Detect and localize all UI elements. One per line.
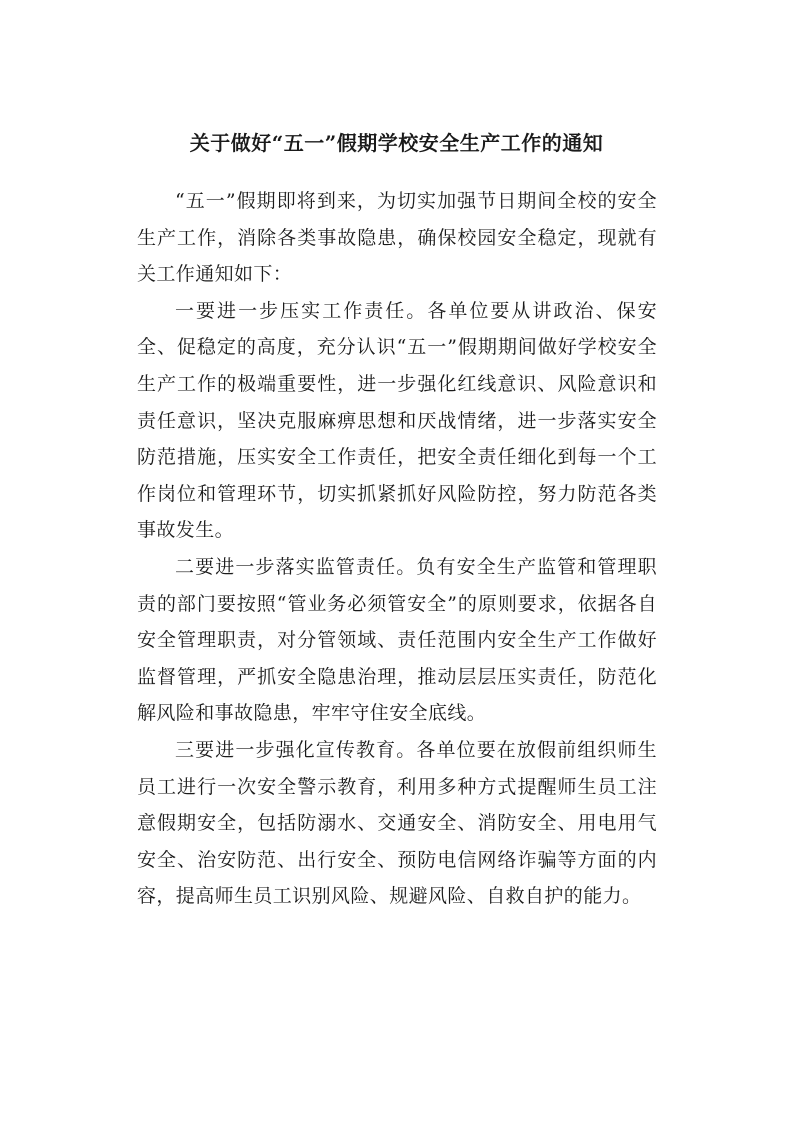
document-body bbox=[137, 183, 657, 915]
document-title: 关于做好“五一”假期学校安全生产工作的通知 bbox=[189, 131, 604, 155]
paragraph-supervision-responsibility: 二要进一步落实监管责任。负有安全生产监管和管理职责的部门要按照“管业务必须管安全”的原则要求，依据各自安全管理职责，对分管领域、责任范围内安全生产工作做好监督管理，严抓安全隐患治理，推动层层压实责任，防范化解风险和事故隐患，牢牢守住安全底线。 bbox=[137, 555, 657, 725]
paragraph-intro: “五一”假期即将到来，为切实加强节日期间全校的安全生产工作，消除各类事故隐患，确保校园安全稳定，现就有关工作通知如下： bbox=[137, 190, 657, 286]
paragraph-safety-education: 三要进一步强化宣传教育。各单位要在放假前组织师生员工进行一次安全警示教育，利用多种方式提醒师生员工注意假期安全，包括防溺水、交通安全、消防安全、用电用气安全、治安防范、出行安全、预防电信网络诈骗等方面的内容，提高师生员工识别风险、规避风险、自救自护的能力。 bbox=[137, 738, 657, 908]
paragraph-work-responsibility: 一要进一步压实工作责任。各单位要从讲政治、保安全、促稳定的高度，充分认识“五一”假期期间做好学校安全生产工作的极端重要性，进一步强化红线意识、风险意识和责任意识，坚决克服麻痹思想和厌战情绪，进一步落实安全防范措施，压实安全工作责任，把安全责任细化到每一个工作岗位和管理环节，切实抓紧抓好风险防控，努力防范各类事故发生。 bbox=[137, 299, 657, 542]
